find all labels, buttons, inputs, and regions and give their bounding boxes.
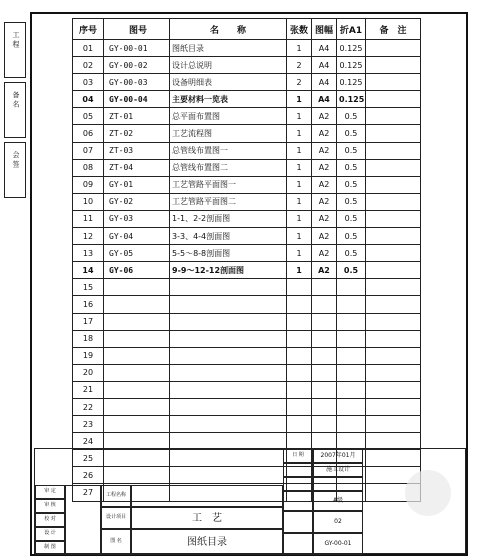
cell-remark: [366, 142, 421, 159]
cell-no: 14: [73, 262, 104, 279]
cell-code: GY-03: [104, 210, 170, 227]
tb-stage-label: [283, 463, 313, 477]
table-row: [73, 228, 421, 245]
cell-code: ZT-01: [104, 108, 170, 125]
cell-name: 9-9～12-12剖面图: [170, 262, 287, 279]
tb-subproject-label: 设计项目: [101, 507, 131, 529]
tb-discipline: 工 艺: [131, 507, 283, 529]
cell-a1: 0.5: [337, 125, 366, 142]
cell-no: 23: [73, 416, 104, 433]
cell-no: 13: [73, 245, 104, 262]
cell-count: 1: [287, 176, 312, 193]
cell-count: 1: [287, 142, 312, 159]
cell-remark: [366, 313, 421, 330]
cell-remark: [366, 91, 421, 108]
cell-a1: [337, 279, 366, 296]
cell-count: [287, 296, 312, 313]
cell-count: 1: [287, 91, 312, 108]
cell-code: [104, 330, 170, 347]
cell-count: 1: [287, 210, 312, 227]
cell-count: 1: [287, 159, 312, 176]
cell-code: [104, 279, 170, 296]
cell-no: 08: [73, 159, 104, 176]
cell-name: [170, 279, 287, 296]
cell-name: 设计总说明: [170, 57, 287, 74]
cell-size: A2: [312, 193, 337, 210]
cell-count: [287, 279, 312, 296]
cell-no: 21: [73, 381, 104, 398]
tb-left-label-2: 审 核: [35, 499, 65, 513]
cell-a1: [337, 381, 366, 398]
tb-drawing-no-value: GY-00-01: [313, 533, 363, 555]
cell-code: GY-00-01: [104, 40, 170, 57]
cell-no: 25: [73, 450, 104, 467]
table-row: [73, 279, 421, 296]
cell-size: A2: [312, 159, 337, 176]
table-row: [73, 159, 421, 176]
cell-count: 2: [287, 57, 312, 74]
tb-left-label-4: 设 计: [35, 527, 65, 541]
cell-remark: [366, 381, 421, 398]
cell-size: [312, 398, 337, 415]
header-a1: 折A1: [337, 19, 366, 40]
tb-scale-value: [313, 477, 363, 491]
table-header-row: [73, 19, 421, 40]
table-row: [73, 108, 421, 125]
cell-name: 1-1、2-2剖面图: [170, 210, 287, 227]
tb-drawing-no-label: [283, 533, 313, 555]
table-row: [73, 347, 421, 364]
margin-label-signoff: 会 签: [12, 151, 20, 168]
cell-code: ZT-02: [104, 125, 170, 142]
cell-name: [170, 398, 287, 415]
cell-no: 10: [73, 193, 104, 210]
margin-box-signoff: [4, 142, 26, 198]
table-row: [73, 40, 421, 57]
cell-name: [170, 416, 287, 433]
cell-name: 主要材料一览表: [170, 91, 287, 108]
cell-code: GY-00-03: [104, 74, 170, 91]
cell-a1: 0.5: [337, 176, 366, 193]
cell-code: GY-00-02: [104, 57, 170, 74]
table-row: [73, 381, 421, 398]
margin-box-project: [4, 22, 26, 78]
cell-remark: [366, 262, 421, 279]
tb-grade-value: A级: [313, 491, 363, 511]
cell-name: 图纸目录: [170, 40, 287, 57]
cell-code: GY-06: [104, 262, 170, 279]
cell-code: [104, 313, 170, 330]
cell-count: 1: [287, 108, 312, 125]
binding-margin: [2, 12, 30, 556]
cell-name: [170, 381, 287, 398]
cell-name: 总管线布置图一: [170, 142, 287, 159]
watermark-logo: [405, 470, 451, 516]
table-row: [73, 262, 421, 279]
tb-stage-value: 施工设计: [313, 463, 363, 477]
cell-remark: [366, 74, 421, 91]
cell-count: 1: [287, 228, 312, 245]
table-row: [73, 416, 421, 433]
cell-no: 27: [73, 484, 104, 501]
cell-a1: 0.5: [337, 210, 366, 227]
cell-size: A4: [312, 57, 337, 74]
tb-drawing-title: 图纸目录: [131, 529, 283, 555]
header-name: 名 称: [170, 19, 287, 40]
cell-no: 05: [73, 108, 104, 125]
cell-count: 1: [287, 125, 312, 142]
tb-grade-label: [283, 491, 313, 511]
table-row: [73, 193, 421, 210]
cell-remark: [366, 347, 421, 364]
cell-name: [170, 330, 287, 347]
cell-a1: 0.125: [337, 57, 366, 74]
cell-a1: 0.5: [337, 108, 366, 125]
cell-name: [170, 364, 287, 381]
cell-remark: [366, 279, 421, 296]
cell-a1: 0.125: [337, 74, 366, 91]
cell-size: A4: [312, 74, 337, 91]
cell-size: [312, 416, 337, 433]
margin-label-project: 工 程: [12, 31, 20, 48]
cell-remark: [366, 228, 421, 245]
cell-no: 20: [73, 364, 104, 381]
cell-remark: [366, 108, 421, 125]
table-row: [73, 398, 421, 415]
cell-code: [104, 364, 170, 381]
margin-label-record: 备 名: [12, 91, 20, 108]
cell-code: [104, 381, 170, 398]
cell-a1: 0.125: [337, 40, 366, 57]
header-remark: 备 注: [366, 19, 421, 40]
cell-size: A2: [312, 176, 337, 193]
cell-no: 04: [73, 91, 104, 108]
cell-code: GY-02: [104, 193, 170, 210]
cell-size: A2: [312, 228, 337, 245]
cell-no: 09: [73, 176, 104, 193]
cell-size: A4: [312, 40, 337, 57]
tb-left-label-1: 审 定: [35, 485, 65, 499]
cell-name: 总管线布置图二: [170, 159, 287, 176]
cell-count: [287, 313, 312, 330]
cell-size: A2: [312, 108, 337, 125]
table-row: [73, 330, 421, 347]
cell-name: [170, 347, 287, 364]
cell-remark: [366, 57, 421, 74]
cell-count: [287, 416, 312, 433]
cell-size: [312, 347, 337, 364]
drawing-index-table: [72, 18, 421, 502]
cell-code: ZT-03: [104, 142, 170, 159]
cell-no: 16: [73, 296, 104, 313]
table-row: [73, 125, 421, 142]
cell-no: 11: [73, 210, 104, 227]
cell-a1: 0.5: [337, 245, 366, 262]
cell-code: GY-05: [104, 245, 170, 262]
cell-a1: [337, 364, 366, 381]
cell-no: 22: [73, 398, 104, 415]
cell-no: 01: [73, 40, 104, 57]
cell-a1: 0.5: [337, 193, 366, 210]
cell-a1: 0.5: [337, 142, 366, 159]
cell-code: [104, 398, 170, 415]
header-count: 张数: [287, 19, 312, 40]
table-row: [73, 142, 421, 159]
cell-name: 5-5～8-8剖面图: [170, 245, 287, 262]
cell-no: 06: [73, 125, 104, 142]
table-row: [73, 91, 421, 108]
cell-count: 1: [287, 40, 312, 57]
cell-a1: [337, 296, 366, 313]
tb-left-label-5: 制 图: [35, 541, 65, 555]
cell-name: 设备明细表: [170, 74, 287, 91]
table-row: [73, 245, 421, 262]
cell-remark: [366, 416, 421, 433]
cell-no: 07: [73, 142, 104, 159]
cell-size: A2: [312, 245, 337, 262]
cell-size: [312, 296, 337, 313]
cell-count: 2: [287, 74, 312, 91]
cell-count: 1: [287, 262, 312, 279]
cell-size: [312, 313, 337, 330]
cell-remark: [366, 40, 421, 57]
header-no: 序号: [73, 19, 104, 40]
cell-a1: 0.5: [337, 228, 366, 245]
tb-left-label-3: 校 对: [35, 513, 65, 527]
title-block: [34, 448, 466, 554]
cell-code: GY-00-04: [104, 91, 170, 108]
cell-name: 3-3、4-4剖面图: [170, 228, 287, 245]
cell-size: A2: [312, 262, 337, 279]
cell-count: 1: [287, 193, 312, 210]
cell-a1: [337, 416, 366, 433]
cell-a1: 0.5: [337, 159, 366, 176]
cell-remark: [366, 125, 421, 142]
cell-name: 总平面布置图: [170, 108, 287, 125]
cell-a1: 0.125: [337, 91, 366, 108]
cell-size: [312, 364, 337, 381]
cell-count: 1: [287, 245, 312, 262]
tb-scale-label: [283, 477, 313, 491]
cell-size: A2: [312, 125, 337, 142]
cell-code: [104, 347, 170, 364]
tb-drawing-name-label: 图 名: [101, 529, 131, 555]
cell-no: 19: [73, 347, 104, 364]
table-row: [73, 74, 421, 91]
cell-no: 15: [73, 279, 104, 296]
cell-remark: [366, 330, 421, 347]
header-code: 图号: [104, 19, 170, 40]
tb-no-label: [283, 511, 313, 533]
cell-count: [287, 398, 312, 415]
cell-remark: [366, 193, 421, 210]
cell-code: GY-01: [104, 176, 170, 193]
cell-remark: [366, 210, 421, 227]
cell-size: [312, 279, 337, 296]
cell-remark: [366, 245, 421, 262]
cell-remark: [366, 398, 421, 415]
cell-a1: [337, 330, 366, 347]
cell-remark: [366, 159, 421, 176]
cell-code: GY-04: [104, 228, 170, 245]
cell-size: A4: [312, 91, 337, 108]
cell-count: [287, 381, 312, 398]
tb-signature-area: [65, 485, 101, 555]
cell-no: 18: [73, 330, 104, 347]
cell-name: 工艺管路平面图一: [170, 176, 287, 193]
cell-name: [170, 296, 287, 313]
cell-no: 02: [73, 57, 104, 74]
cell-a1: [337, 398, 366, 415]
table-row: [73, 296, 421, 313]
cell-no: 03: [73, 74, 104, 91]
cell-name: [170, 313, 287, 330]
table-row: [73, 57, 421, 74]
cell-name: 工艺管路平面图二: [170, 193, 287, 210]
tb-project-value: [131, 485, 283, 507]
cell-size: A2: [312, 142, 337, 159]
tb-date-value: 2007年01月: [313, 449, 363, 463]
cell-code: [104, 296, 170, 313]
table-row: [73, 176, 421, 193]
cell-no: 12: [73, 228, 104, 245]
tb-no-value: 02: [313, 511, 363, 533]
cell-count: [287, 347, 312, 364]
cell-size: [312, 330, 337, 347]
table-row: [73, 364, 421, 381]
cell-count: [287, 330, 312, 347]
drawing-sheet: [30, 12, 468, 556]
table-row: [73, 210, 421, 227]
cell-a1: [337, 347, 366, 364]
table-row: [73, 313, 421, 330]
tb-date-label: 日 期: [283, 449, 313, 463]
cell-name: 工艺流程图: [170, 125, 287, 142]
cell-no: 17: [73, 313, 104, 330]
cell-code: [104, 416, 170, 433]
cell-remark: [366, 364, 421, 381]
cell-no: 24: [73, 433, 104, 450]
cell-size: A2: [312, 210, 337, 227]
cell-remark: [366, 176, 421, 193]
cell-no: 26: [73, 467, 104, 484]
cell-code: ZT-04: [104, 159, 170, 176]
tb-project-label: 工程名称: [101, 485, 131, 507]
cell-a1: 0.5: [337, 262, 366, 279]
cell-remark: [366, 296, 421, 313]
header-size: 图幅: [312, 19, 337, 40]
cell-size: [312, 381, 337, 398]
cell-count: [287, 364, 312, 381]
cell-a1: [337, 313, 366, 330]
margin-box-record: [4, 82, 26, 138]
